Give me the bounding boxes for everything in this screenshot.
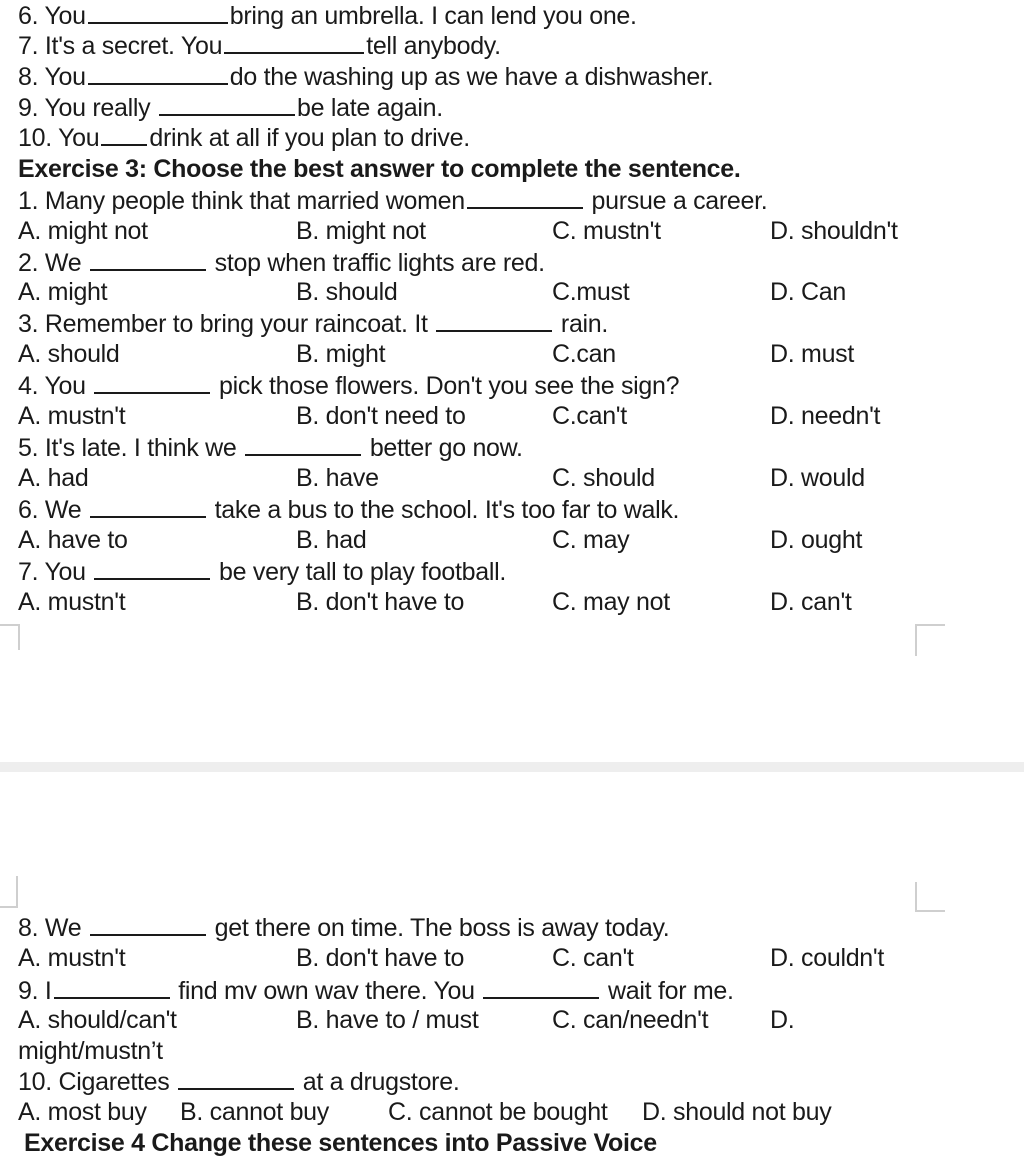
ex3-question-7 xyxy=(18,556,506,587)
question-text: better go now. xyxy=(363,434,523,462)
ex3-q8-option-b[interactable]: B. don't have to xyxy=(296,944,465,972)
ex3-q2-option-a[interactable]: A. might xyxy=(18,278,108,306)
ex3-q4-option-a[interactable]: A. mustn't xyxy=(18,402,126,430)
ex3-question-5 xyxy=(18,432,523,463)
answer-blank[interactable] xyxy=(88,0,228,24)
ex3-q9-option-b[interactable]: B. have to / must xyxy=(296,1006,479,1034)
question-number: 10. xyxy=(18,1068,52,1096)
page-separator xyxy=(0,762,1024,772)
document-page-bottom xyxy=(0,772,1024,1157)
answer-blank[interactable] xyxy=(245,432,361,456)
ex3-q8-option-d[interactable]: D. couldn't xyxy=(770,944,885,972)
item-text: You really xyxy=(44,94,157,122)
answer-blank[interactable] xyxy=(90,912,206,936)
exercise3-title: Exercise 3: Choose the best answer to complete the sentence. xyxy=(18,155,741,183)
ex3-q5-option-b[interactable]: B. have xyxy=(296,464,379,492)
answer-blank[interactable] xyxy=(436,308,552,332)
page-corner-mark xyxy=(0,876,18,908)
question-text: I xyxy=(44,977,52,1005)
ex3-question-3 xyxy=(18,308,608,339)
answer-blank[interactable] xyxy=(88,61,228,85)
answer-blank[interactable] xyxy=(483,975,599,999)
question-text: You xyxy=(44,558,93,586)
ex3-q7-option-b[interactable]: B. don't have to xyxy=(296,588,465,616)
ex3-q9-option-d[interactable]: D. xyxy=(770,1006,795,1034)
ex3-q4-option-d[interactable]: D. needn't xyxy=(770,402,881,430)
ex3-q10-option-d[interactable]: D. should not buy xyxy=(642,1098,832,1126)
ex3-q6-option-d[interactable]: D. ought xyxy=(770,526,863,554)
ex3-q4-option-c[interactable]: C.can't xyxy=(552,402,627,430)
item-text: be late again. xyxy=(296,94,443,122)
ex3-q5-option-d[interactable]: D. would xyxy=(770,464,865,492)
answer-blank[interactable] xyxy=(467,185,583,209)
item-number: 10. xyxy=(18,124,52,152)
ex3-q2-option-c[interactable]: C.must xyxy=(552,278,630,306)
page-corner-mark xyxy=(0,624,20,650)
ex3-q7-option-a[interactable]: A. mustn't xyxy=(18,588,126,616)
question-text: Remember to bring your raincoat. It xyxy=(44,310,435,338)
question-text: Many people think that married women xyxy=(44,187,465,215)
item-text: drink at all if you plan to drive. xyxy=(149,124,470,152)
question-text: We xyxy=(44,914,89,942)
question-text: We xyxy=(44,249,89,277)
question-number: 3. xyxy=(18,310,39,338)
question-text: pick those flowers. Don't you see the sign? xyxy=(212,372,680,400)
question-text: find mv own wav there. You xyxy=(171,977,482,1005)
question-text: at a drugstore. xyxy=(296,1068,460,1096)
question-number: 8. xyxy=(18,914,39,942)
answer-blank[interactable] xyxy=(178,1066,294,1090)
item-text: You xyxy=(44,63,86,91)
item-number: 9. xyxy=(18,94,39,122)
ex3-q3-option-c[interactable]: C.can xyxy=(552,340,616,368)
answer-blank[interactable] xyxy=(90,247,206,271)
ex3-q7-option-c[interactable]: C. may not xyxy=(552,588,670,616)
question-text: take a bus to the school. It's too far to walk. xyxy=(208,496,680,524)
ex2-item-7 xyxy=(18,30,501,61)
answer-blank[interactable] xyxy=(224,30,364,54)
question-number: 9. xyxy=(18,977,39,1005)
ex3-q6-option-a[interactable]: A. have to xyxy=(18,526,128,554)
item-text: You xyxy=(44,2,86,30)
ex3-q2-option-d[interactable]: D. Can xyxy=(770,278,847,306)
ex3-question-9 xyxy=(18,975,734,1006)
ex3-q6-option-c[interactable]: C. may xyxy=(552,526,630,554)
ex3-q5-option-c[interactable]: C. should xyxy=(552,464,655,492)
item-text: do the washing up as we have a dishwasher. xyxy=(229,63,714,91)
question-number: 6. xyxy=(18,496,39,524)
answer-blank[interactable] xyxy=(101,122,147,146)
item-number: 7. xyxy=(18,32,39,60)
ex3-q9-option-a[interactable]: A. should/can't xyxy=(18,1006,177,1034)
answer-blank[interactable] xyxy=(54,975,170,999)
question-number: 5. xyxy=(18,434,39,462)
item-text: You xyxy=(58,124,100,152)
ex3-q6-option-b[interactable]: B. had xyxy=(296,526,367,554)
ex3-q1-option-b[interactable]: B. might not xyxy=(296,217,426,245)
ex3-q2-option-b[interactable]: B. should xyxy=(296,278,398,306)
question-text: wait for me. xyxy=(601,977,734,1005)
ex2-item-6 xyxy=(18,0,637,31)
ex3-q3-option-a[interactable]: A. should xyxy=(18,340,120,368)
ex3-q10-option-b[interactable]: B. cannot buy xyxy=(180,1098,329,1126)
question-number: 2. xyxy=(18,249,39,277)
answer-blank[interactable] xyxy=(159,92,295,116)
question-text: pursue a career. xyxy=(584,187,768,215)
ex3-question-10 xyxy=(18,1066,459,1097)
question-number: 1. xyxy=(18,187,39,215)
question-text: You xyxy=(44,372,93,400)
ex3-question-1 xyxy=(18,185,767,216)
question-number: 7. xyxy=(18,558,39,586)
question-text: stop when traffic lights are red. xyxy=(208,249,545,277)
ex2-item-8 xyxy=(18,61,713,92)
question-text: It's late. I think we xyxy=(44,434,244,462)
ex3-q10-option-c[interactable]: C. cannot be bought xyxy=(388,1098,608,1126)
question-text: We xyxy=(44,496,89,524)
ex3-question-4 xyxy=(18,370,679,401)
ex3-q7-option-d[interactable]: D. can't xyxy=(770,588,852,616)
answer-blank[interactable] xyxy=(94,556,210,580)
ex3-q4-option-b[interactable]: B. don't need to xyxy=(296,402,466,430)
ex3-q9-option-d-wrap[interactable]: might/mustn’t xyxy=(18,1037,163,1065)
item-number: 6. xyxy=(18,2,39,30)
ex3-q5-option-a[interactable]: A. had xyxy=(18,464,89,492)
item-number: 8. xyxy=(18,63,39,91)
item-text: bring an umbrella. I can lend you one. xyxy=(229,2,637,30)
question-text: rain. xyxy=(554,310,609,338)
ex2-item-10 xyxy=(18,122,470,153)
ex3-q1-option-d[interactable]: D. shouldn't xyxy=(770,217,898,245)
ex3-q8-option-c[interactable]: C. can't xyxy=(552,944,634,972)
ex3-q8-option-a[interactable]: A. mustn't xyxy=(18,944,126,972)
question-number: 4. xyxy=(18,372,39,400)
ex3-q3-option-d[interactable]: D. must xyxy=(770,340,855,368)
ex3-question-8 xyxy=(18,912,669,943)
ex3-q9-option-c[interactable]: C. can/needn't xyxy=(552,1006,709,1034)
page-corner-mark xyxy=(915,882,945,912)
item-text: tell anybody. xyxy=(366,32,501,60)
exercise4-title: Exercise 4 Change these sentences into Passive Voice xyxy=(24,1129,657,1157)
ex3-q1-option-a[interactable]: A. might not xyxy=(18,217,148,245)
ex3-question-6 xyxy=(18,494,679,525)
page-corner-mark xyxy=(915,624,945,656)
item-text: It's a secret. You xyxy=(44,32,223,60)
ex3-q10-option-a[interactable]: A. most buy xyxy=(18,1098,147,1126)
question-text: be very tall to play football. xyxy=(212,558,507,586)
question-text: Cigarettes xyxy=(58,1068,177,1096)
answer-blank[interactable] xyxy=(90,494,206,518)
answer-blank[interactable] xyxy=(94,370,210,394)
question-text: get there on time. The boss is away today. xyxy=(208,914,670,942)
ex2-item-9 xyxy=(18,92,443,123)
ex3-q3-option-b[interactable]: B. might xyxy=(296,340,386,368)
ex3-q1-option-c[interactable]: C. mustn't xyxy=(552,217,661,245)
ex3-question-2 xyxy=(18,247,545,278)
